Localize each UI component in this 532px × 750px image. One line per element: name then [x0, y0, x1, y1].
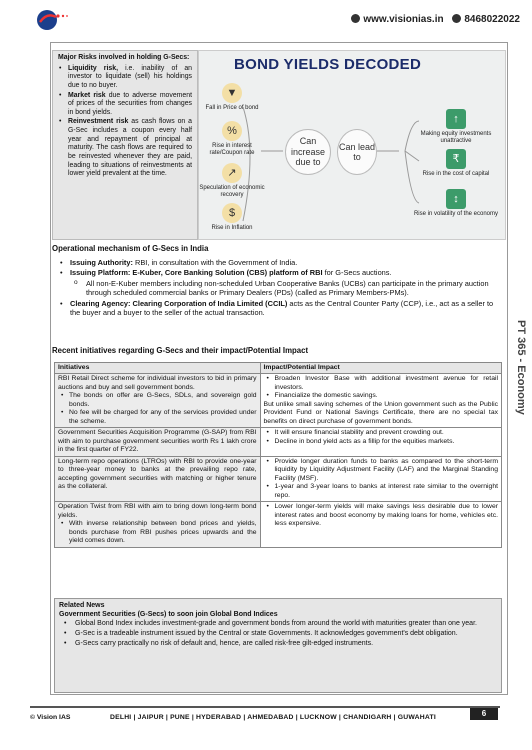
mechanism-heading: Operational mechanism of G-Secs in India	[52, 244, 209, 253]
footer-brand: © Vision IAS	[30, 714, 71, 721]
related-news-label: Related News	[59, 602, 105, 609]
contact-info	[351, 14, 520, 27]
vision-ias-logo	[36, 8, 76, 32]
cause-speculation: ↗ Speculation of economic recovery	[199, 163, 265, 199]
mechanism-list	[58, 258, 498, 319]
infographic-title: BOND YIELDS DECODED	[234, 56, 422, 73]
page-footer	[0, 706, 532, 730]
risks-title: Major Risks involved in holding G-Secs:	[58, 54, 190, 61]
table-row: RBI Retail Direct scheme for individual investors to bid in primary auctions and buy and sell government bonds. • The bonds on offer are G-Secs, SDLs, and sovereign gold bonds. • No fee will be charged for any of the services provided under the scheme. • Broaden Investor Base with additional investment avenue for retail investors. • Financialize the domestic savings. But unlike small saving schemes of the Union government such as the Public Provident Fund or National Savings Certificate, there are no special tax benefits on direct purchase of government bonds.	[55, 374, 502, 428]
cause-fall-in-price: ▼ Fall in Price of bond	[201, 83, 263, 112]
footer-divider	[30, 706, 500, 708]
risks-list	[58, 65, 192, 179]
bubble-can-increase: Can increase due to	[285, 129, 331, 175]
website-text: www.visionias.in	[363, 14, 444, 25]
list-item: • Market risk due to adverse movement of prices of the securities from changes in bond yields.	[58, 92, 192, 118]
list-item: o All non-E-Kuber members including non-scheduled Urban Cooperative Banks (UCBs) can participate in the primary auction through scheduled commercial banks or Primary Dealers (PDs) (called as Primary Members-PMs).	[58, 279, 498, 298]
list-item: • Clearing Agency: Clearing Corporation of India Limited (CCIL) acts as the Central Counter Party (CCP), i.e., act as a seller to the buyer and a buyer to the seller of the actual transaction.	[58, 299, 498, 318]
footer-cities: DELHI | JAIPUR | PUNE | HYDERABAD | AHMEDABAD | LUCKNOW | CHANDIGARH | GUWAHATI	[110, 714, 436, 721]
page-number: 6	[470, 708, 498, 720]
table-row: Operation Twist from RBI with aim to bring down long-term bond yields. • With inverse relationship between bond prices and yields, bonds purchase from RBI pushes prices upwards and the yield comes down. • Lower longer-term yields will make savings less desirable due to lower interest rates and boost economy by making loans for home, vehicles etc. less expensive.	[55, 502, 502, 547]
list-item: • Issuing Platform: E-Kuber, Core Banking Solution (CBS) platform of RBI for G-Secs auctions.	[58, 268, 498, 277]
list-item: • Global Bond Index includes investment-grade and government bonds from around the world with maturities greater than one year.	[59, 620, 497, 629]
initiatives-table	[54, 362, 502, 548]
cause-interest-rate: % Rise in interest rate/Coupon rate	[199, 121, 265, 157]
col-initiatives: Initiatives	[55, 363, 261, 374]
phone-icon	[452, 14, 461, 23]
phone-text: 8468022022	[464, 14, 520, 25]
coins-icon: $	[222, 203, 242, 223]
list-item: • G-Sec is a tradeable instrument issued by the Central or state Governments. It acknowledges government's debt obligation.	[59, 630, 497, 639]
effect-equity: ↑ Making equity investments unattractive	[409, 109, 503, 145]
bubble-can-lead: Can lead to	[337, 129, 377, 175]
growth-icon: ↑	[446, 109, 466, 129]
bond-yields-infographic	[198, 50, 506, 240]
chart-icon: ↗	[222, 163, 242, 183]
related-news-list	[59, 620, 497, 649]
list-item: • Liquidity risk, i.e. inability of an investor to liquidate (sell) his holdings due to no buyer.	[58, 65, 192, 91]
effect-cost-capital: ₹ Rise in the cost of capital	[409, 149, 503, 178]
page-header	[0, 0, 532, 36]
cause-inflation: $ Rise in Inflation	[201, 203, 263, 232]
related-news-headline: Government Securities (G-Secs) to soon join Global Bond Indices	[59, 610, 278, 618]
list-item: • Issuing Authority: RBI, in consultation with the Government of India.	[58, 258, 498, 267]
table-row: Government Securities Acquisition Programme (G-SAP) from RBI with aim to purchase government securities worth Rs 1 lakh crore in the first quarter of FY22. • It will ensure financial stability and prevent crowding out. • Decline in bond yield acts as a fillip for the equities markets.	[55, 428, 502, 456]
related-news-box	[54, 598, 502, 693]
list-item: • Reinvestment risk as cash flows on a G-Sec includes a coupon every half year and repayment of principal at maturity. The cash flows are required to be reinvested whenever they are paid, leading to situations of reinvestments at lower yield prevalent at the time.	[58, 118, 192, 178]
effect-volatility: ↕ Rise in volatility of the economy	[409, 189, 503, 218]
side-label: PT 365 - Economy	[515, 320, 528, 415]
globe-icon	[351, 14, 360, 23]
col-impact: Impact/Potential Impact	[260, 363, 501, 374]
table-row: Long-term repo operations (LTROs) with RBI to provide one-year to three-year money to banks at the prevailing repo rate, accepting government securities with matching or higher tenure as the collateral. • Provide longer duration funds to banks as compared to the short-term liquidity by Liquidity Adjustment Facility (LAF) and the Marginal Standing Facility (MSF). • 1-year and 3-year loans to banks at interest rate similar to the overnight repo.	[55, 456, 502, 501]
volatility-icon: ↕	[446, 189, 466, 209]
table-header-row	[55, 363, 502, 374]
price-tag-icon: ▼	[222, 83, 242, 103]
list-item: • G-Secs carry practically no risk of default and, hence, are called risk-free gilt-edged instruments.	[59, 640, 497, 649]
initiatives-heading: Recent initiatives regarding G-Secs and their impact/Potential Impact	[52, 346, 309, 355]
risks-box	[52, 50, 198, 240]
capital-icon: ₹	[446, 149, 466, 169]
percent-icon: %	[222, 121, 242, 141]
